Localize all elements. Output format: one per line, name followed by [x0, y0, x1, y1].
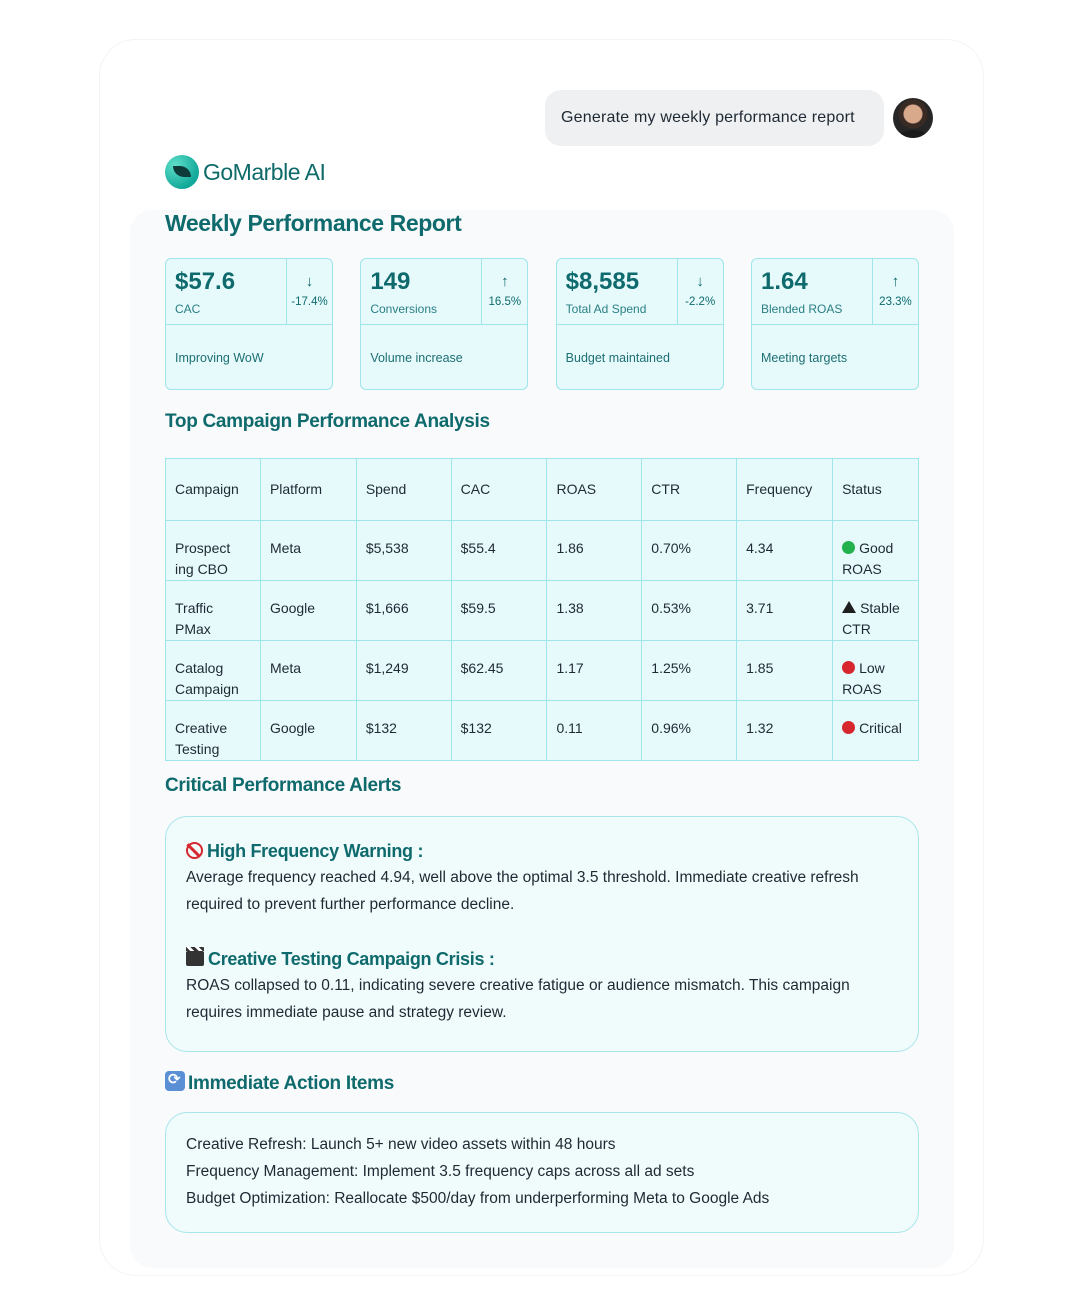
column-header: Platform — [260, 459, 356, 521]
cell-status — [833, 521, 919, 581]
kpi-card-cac — [165, 258, 333, 390]
arrow-up-icon: ↑ — [891, 273, 900, 290]
cell-campaign: Prospect ing CBO — [166, 521, 261, 581]
kpi-label: Total Ad Spend — [565, 302, 647, 316]
column-header: Status — [833, 459, 919, 521]
report-title: Weekly Performance Report — [165, 210, 462, 236]
cell-ctr: 0.70% — [642, 521, 737, 581]
kpi-change: 23.3% — [879, 296, 912, 308]
kpi-change: -2.2% — [685, 296, 716, 308]
clapper-board-icon — [186, 951, 204, 966]
cell-platform: Meta — [260, 521, 356, 581]
cell-cac: $132 — [451, 701, 547, 761]
cell-spend: $5,538 — [356, 521, 451, 581]
cell-roas: 1.86 — [547, 521, 642, 581]
actions-box — [165, 1112, 919, 1233]
user-message-row — [545, 90, 884, 146]
table-row — [166, 581, 919, 641]
list-item: Frequency Management: Implement 3.5 frequency caps across all ad sets — [186, 1163, 695, 1180]
kpi-value: 149 — [370, 268, 411, 295]
cell-frequency: 3.71 — [737, 581, 833, 641]
warning-icon — [842, 601, 856, 613]
cell-status — [833, 581, 919, 641]
column-header: Frequency — [737, 459, 833, 521]
list-item: Budget Optimization: Reallocate $500/day from underperforming Meta to Google Ads — [186, 1190, 770, 1207]
kpi-value: $8,585 — [565, 268, 640, 295]
cell-platform: Google — [260, 701, 356, 761]
actions-title-text: Immediate Action Items — [188, 1073, 394, 1094]
kpi-note: Meeting targets — [760, 351, 848, 365]
kpi-change: 16.5% — [488, 296, 522, 308]
cell-roas: 1.38 — [547, 581, 642, 641]
campaign-table — [165, 458, 919, 761]
column-header: CTR — [642, 459, 737, 521]
kpi-note: Improving WoW — [175, 351, 264, 365]
cell-ctr: 1.25% — [642, 641, 737, 701]
kpi-value: $57.6 — [175, 268, 236, 295]
cell-status — [833, 641, 919, 701]
user-message-bubble: Generate my weekly performance report — [545, 90, 884, 146]
cell-frequency: 1.85 — [737, 641, 833, 701]
alert-text: ROAS collapsed to 0.11, indicating severe creative fatigue or audience mismatch. This campaign requires immediate pause and strategy review. — [186, 977, 850, 1021]
kpi-note: Volume increase — [370, 351, 463, 365]
kpi-label: Conversions — [370, 302, 438, 316]
cell-ctr: 0.96% — [642, 701, 737, 761]
table-header-row — [166, 459, 919, 521]
cell-status — [833, 701, 919, 761]
table-row — [166, 521, 919, 581]
brand-name: GoMarble AI — [203, 158, 326, 185]
kpi-value: 1.64 — [760, 268, 808, 295]
column-header: ROAS — [547, 459, 642, 521]
table-row — [166, 701, 919, 761]
column-header: Spend — [356, 459, 451, 521]
cell-cac: $62.45 — [451, 641, 547, 701]
red-circle-icon — [842, 661, 855, 674]
cell-ctr: 0.53% — [642, 581, 737, 641]
cell-campaign: Traffic PMax — [166, 581, 261, 641]
alert-title: Creative Testing Campaign Crisis : — [208, 949, 495, 969]
alerts-box — [165, 816, 919, 1052]
cell-campaign: Creative Testing — [166, 701, 261, 761]
refresh-icon — [165, 1071, 185, 1091]
kpi-change: -17.4% — [291, 296, 328, 308]
cell-roas: 1.17 — [547, 641, 642, 701]
cell-cac: $59.5 — [451, 581, 547, 641]
actions-section-title — [165, 1071, 394, 1095]
kpi-card-blended-roas — [751, 258, 919, 390]
status-text: Stable CTR — [842, 600, 900, 637]
arrow-down-icon: ↓ — [305, 273, 314, 290]
kpi-card-conversions — [360, 258, 528, 390]
kpi-note: Budget maintained — [565, 351, 670, 365]
cell-cac: $55.4 — [451, 521, 547, 581]
list-item: Creative Refresh: Launch 5+ new video assets within 48 hours — [186, 1136, 616, 1153]
cell-frequency: 1.32 — [737, 701, 833, 761]
status-text: Critical — [859, 720, 902, 736]
campaign-section-title: Top Campaign Performance Analysis — [165, 411, 490, 432]
kpi-card-total-ad-spend — [556, 258, 724, 390]
cell-campaign: Catalog Campaign — [166, 641, 261, 701]
column-header: CAC — [451, 459, 547, 521]
gomarble-logo-icon — [165, 155, 199, 189]
user-avatar[interactable] — [893, 98, 933, 138]
alert-item — [186, 841, 898, 918]
alert-item — [186, 949, 898, 1026]
column-header: Campaign — [166, 459, 261, 521]
status-text: Low ROAS — [842, 660, 885, 697]
kpi-label: Blended ROAS — [760, 302, 843, 316]
cell-platform: Meta — [260, 641, 356, 701]
arrow-up-icon: ↑ — [501, 273, 509, 290]
kpi-cards — [165, 258, 919, 390]
cell-frequency: 4.34 — [737, 521, 833, 581]
status-text: Good ROAS — [842, 540, 894, 577]
arrow-down-icon: ↓ — [696, 273, 704, 290]
table-row — [166, 641, 919, 701]
alert-title: High Frequency Warning : — [207, 841, 424, 861]
cell-spend: $1,666 — [356, 581, 451, 641]
kpi-label: CAC — [175, 302, 201, 316]
cell-spend: $1,249 — [356, 641, 451, 701]
cell-spend: $132 — [356, 701, 451, 761]
red-circle-icon — [842, 721, 855, 734]
assistant-brand — [165, 155, 325, 189]
cell-platform: Google — [260, 581, 356, 641]
green-circle-icon — [842, 541, 855, 554]
no-entry-icon — [186, 842, 203, 859]
alerts-section-title: Critical Performance Alerts — [165, 775, 402, 796]
cell-roas: 0.11 — [547, 701, 642, 761]
alert-text: Average frequency reached 4.94, well above the optimal 3.5 threshold. Immediate creative refresh required to prevent further performance decline. — [186, 869, 859, 913]
